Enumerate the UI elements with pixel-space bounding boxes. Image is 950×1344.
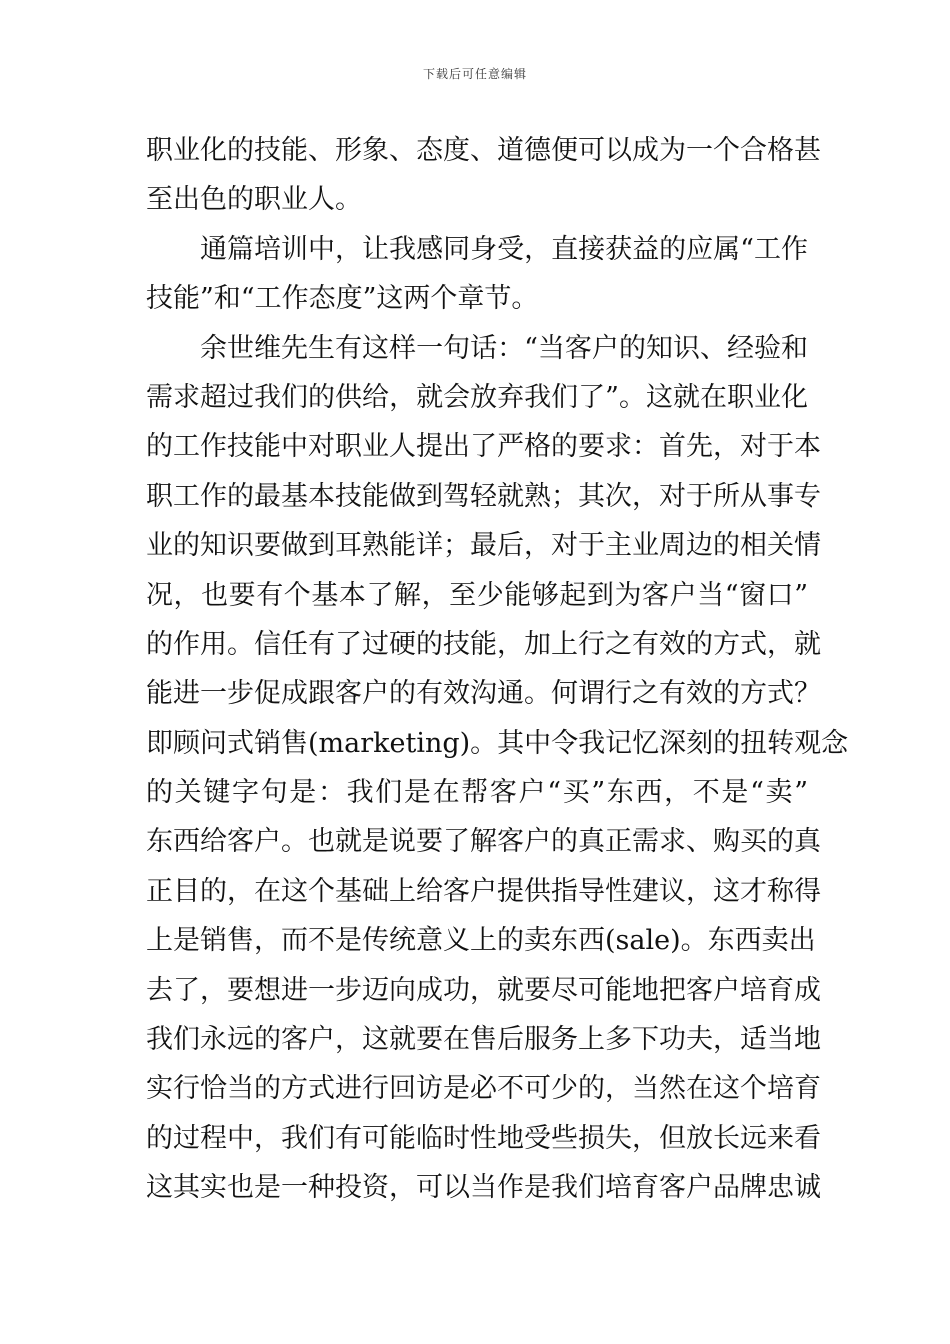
paragraph-line: 这其实也是一种投资，可以当作是我们培育客户品牌忠诚: [146, 1172, 821, 1204]
paragraph-line: 的关键字句是：我们是在帮客户“买”东西，不是“卖”: [146, 777, 808, 809]
paragraph-line: 正目的，在这个基础上给客户提供指导性建议，这才称得: [146, 875, 821, 907]
paragraph-line: 至出色的职业人。: [146, 184, 362, 216]
paragraph-line: 能进一步促成跟客户的有效沟通。何谓行之有效的方式？: [146, 678, 821, 710]
paragraph-line: 的工作技能中对职业人提出了严格的要求：首先，对于本: [146, 431, 821, 463]
paragraph-line: 通篇培训中，让我感同身受，直接获益的应属“工作: [200, 233, 808, 265]
paragraph-line: 的过程中，我们有可能临时性地受些损失，但放长远来看: [146, 1122, 821, 1154]
paragraph-line: 职业化的技能、形象、态度、道德便可以成为一个合格甚: [146, 135, 821, 166]
paragraph-line: 余世维先生有这样一句话：“当客户的知识、经验和: [200, 332, 808, 364]
paragraph-line: 东西给客户。也就是说要了解客户的真正需求、购买的真: [146, 826, 821, 858]
paragraph-line: 需求超过我们的供给，就会放弃我们了”。这就在职业化: [146, 381, 808, 413]
document-body: [146, 126, 849, 1213]
paragraph-line: 技能”和“工作态度”这两个章节。: [146, 283, 539, 315]
paragraph-line: 况，也要有个基本了解，至少能够起到为客户当“窗口”: [146, 579, 808, 611]
page-header: 下载后可任意编辑: [422, 67, 527, 81]
paragraph-line: 职工作的最基本技能做到驾轻就熟；其次，对于所从事专: [146, 480, 821, 512]
paragraph-line: 即顾问式销售(marketing)。其中令我记忆深刻的扭转观念: [146, 727, 849, 759]
paragraph-line: 去了，要想进一步迈向成功，就要尽可能地把客户培育成: [146, 974, 821, 1006]
paragraph-line: 上是销售，而不是传统意义上的卖东西(sale)。东西卖出: [146, 925, 816, 957]
paragraph-line: 实行恰当的方式进行回访是必不可少的，当然在这个培育: [146, 1073, 821, 1105]
paragraph-line: 我们永远的客户，这就要在售后服务上多下功夫，适当地: [146, 1024, 821, 1056]
paragraph-line: 的作用。信任有了过硬的技能，加上行之有效的方式，就: [146, 628, 821, 660]
paragraph-line: 业的知识要做到耳熟能详；最后，对于主业周边的相关情: [146, 530, 821, 562]
